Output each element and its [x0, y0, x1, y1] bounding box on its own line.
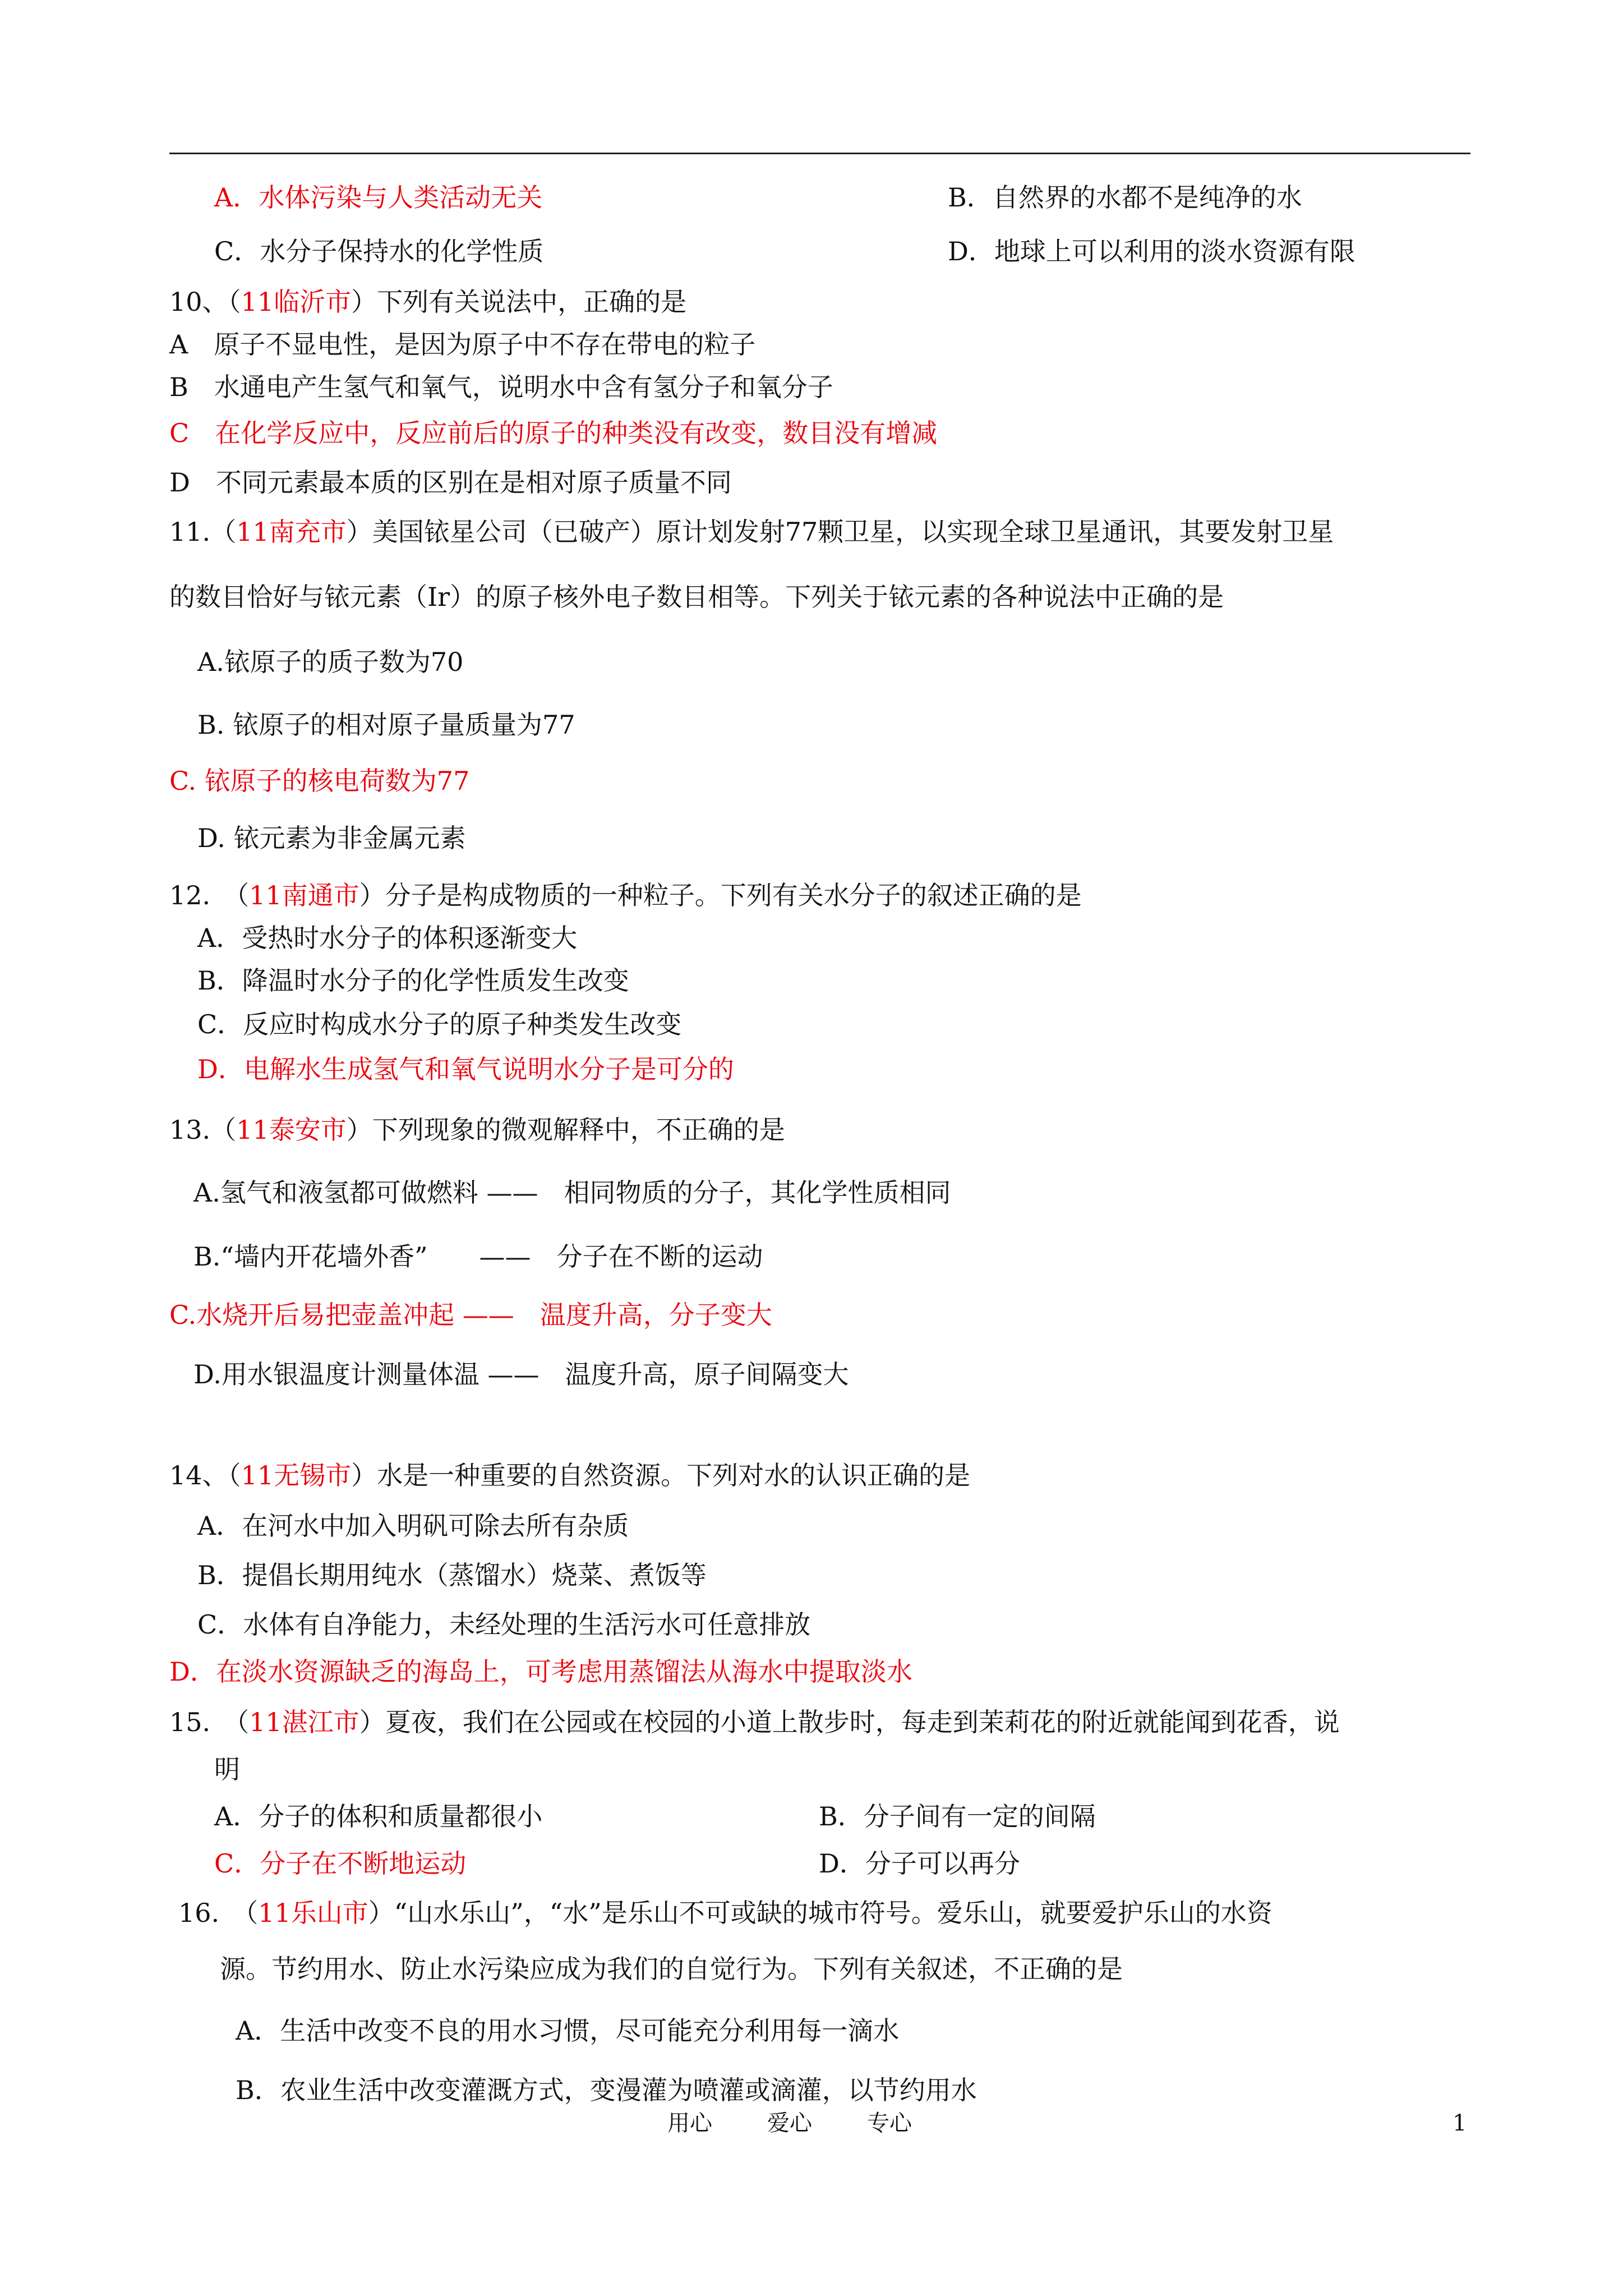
q12-option-b: B．降温时水分子的化学性质发生改变	[197, 965, 629, 996]
q13-option-d: D.用水银温度计测量体温 —— 温度升高，原子间隔变大	[193, 1359, 849, 1389]
q11-source: 11南充市	[236, 517, 347, 547]
q15-stem-text-1: ）夏夜，我们在公园或在校园的小道上散步时，每走到茉莉花的附近就能闻到花香，说	[359, 1707, 1340, 1737]
q9-option-a: A．水体污染与人类活动无关	[214, 182, 543, 213]
q11-option-d: D. 铱元素为非金属元素	[197, 823, 466, 853]
q9-option-c: C．水分子保持水的化学性质	[214, 236, 544, 266]
q16-option-a: A．生活中改变不良的用水习惯，尽可能充分利用每一滴水	[236, 2016, 900, 2046]
q13-option-b: B.“墙内开花墙外香” —— 分子在不断的运动	[193, 1241, 763, 1272]
q12-option-a: A．受热时水分子的体积逐渐变大	[197, 923, 578, 953]
q13-stem	[169, 1113, 785, 1147]
q15-option-b: B．分子间有一定的间隔	[819, 1801, 1096, 1832]
page-number: 1	[1453, 2110, 1467, 2136]
q13-source: 11泰安市	[236, 1115, 347, 1145]
q10-option-b: B 水通电产生氢气和氧气，说明水中含有氢分子和氧分子	[169, 372, 833, 402]
q10-number: 10、（	[169, 287, 241, 317]
q10-option-c: C 在化学反应中，反应前后的原子的种类没有改变，数目没有增减	[169, 418, 938, 448]
header-rule	[169, 153, 1470, 154]
q11-stem-line-1	[169, 515, 1334, 549]
q15-stem-line-1	[169, 1705, 1340, 1739]
q15-option-a: A．分子的体积和质量都很小	[214, 1801, 543, 1832]
q11-stem-text-1: ）美国铱星公司（已破产）原计划发射77颗卫星，以实现全球卫星通讯，其要发射卫星	[346, 517, 1334, 547]
q12-option-d: D．电解水生成氢气和氧气说明水分子是可分的	[197, 1054, 734, 1084]
q13-option-c: C.水烧开后易把壶盖冲起 —— 温度升高，分子变大	[169, 1300, 772, 1330]
q15-source: 11湛江市	[249, 1707, 359, 1737]
footer-motto-3: 专心	[867, 2110, 912, 2136]
q10-option-a: A 原子不显电性，是因为原子中不存在带电的粒子	[169, 329, 756, 360]
q10-source: 11临沂市	[241, 287, 352, 317]
q12-stem-text: ）分子是构成物质的一种粒子。下列有关水分子的叙述正确的是	[359, 880, 1082, 910]
q10-stem	[169, 285, 686, 319]
q13-stem-text: ）下列现象的微观解释中，不正确的是	[346, 1115, 785, 1145]
q11-number: 11.（	[169, 517, 237, 547]
q14-stem	[169, 1458, 970, 1492]
q14-source: 11无锡市	[241, 1460, 352, 1490]
q11-option-a: A.铱原子的质子数为70	[197, 647, 464, 677]
q10-option-d: D 不同元素最本质的区别在是相对原子质量不同	[169, 467, 732, 498]
q16-number: 16. （	[178, 1898, 259, 1928]
q13-number: 13.（	[169, 1115, 237, 1145]
q12-stem	[169, 878, 1082, 912]
footer-motto-2: 爱心	[767, 2110, 812, 2136]
q9-option-d: D．地球上可以利用的淡水资源有限	[948, 236, 1355, 266]
q16-stem-line-1	[178, 1896, 1272, 1930]
q16-option-b: B．农业生活中改变灌溉方式，变漫灌为喷灌或滴灌，以节约用水	[236, 2075, 977, 2105]
q16-source: 11乐山市	[258, 1898, 368, 1928]
q9-option-b: B．自然界的水都不是纯净的水	[948, 182, 1302, 213]
q12-option-c: C．反应时构成水分子的原子种类发生改变	[197, 1009, 682, 1039]
q14-number: 14、（	[169, 1460, 241, 1490]
q16-stem-text-1: ）“山水乐山”，“水”是乐山不可或缺的城市符号。爱乐山，就要爱护乐山的水资	[368, 1898, 1272, 1928]
q10-stem-text: ）下列有关说法中，正确的是	[351, 287, 687, 317]
q14-option-d: D．在淡水资源缺乏的海岛上，可考虑用蒸馏法从海水中提取淡水	[169, 1657, 912, 1687]
q11-stem-line-2: 的数目恰好与铱元素（Ir）的原子核外电子数目相等。下列关于铱元素的各种说法中正确的是	[169, 582, 1224, 612]
q15-option-d: D．分子可以再分	[819, 1848, 1020, 1879]
q13-option-a: A.氢气和液氢都可做燃料 —— 相同物质的分子，其化学性质相同	[193, 1177, 951, 1208]
q12-number: 12. （	[169, 880, 250, 910]
q14-option-a: A．在河水中加入明矾可除去所有杂质	[197, 1511, 629, 1541]
q15-option-c: C．分子在不断地运动	[214, 1848, 467, 1879]
q14-option-c: C．水体有自净能力，未经处理的生活污水可任意排放	[197, 1609, 811, 1640]
q16-stem-line-2: 源。节约用水、防止水污染应成为我们的自觉行为。下列有关叙述，不正确的是	[220, 1954, 1123, 1984]
footer-motto-1: 用心	[667, 2110, 712, 2136]
q11-option-b: B. 铱原子的相对原子量质量为77	[197, 710, 575, 740]
q14-stem-text: ）水是一种重要的自然资源。下列对水的认识正确的是	[351, 1460, 971, 1490]
q15-stem-line-2: 明	[214, 1754, 240, 1784]
q15-number: 15. （	[169, 1707, 250, 1737]
q11-option-c: C. 铱原子的核电荷数为77	[169, 766, 470, 796]
q12-source: 11南通市	[249, 880, 359, 910]
q14-option-b: B．提倡长期用纯水（蒸馏水）烧菜、煮饭等	[197, 1560, 707, 1590]
